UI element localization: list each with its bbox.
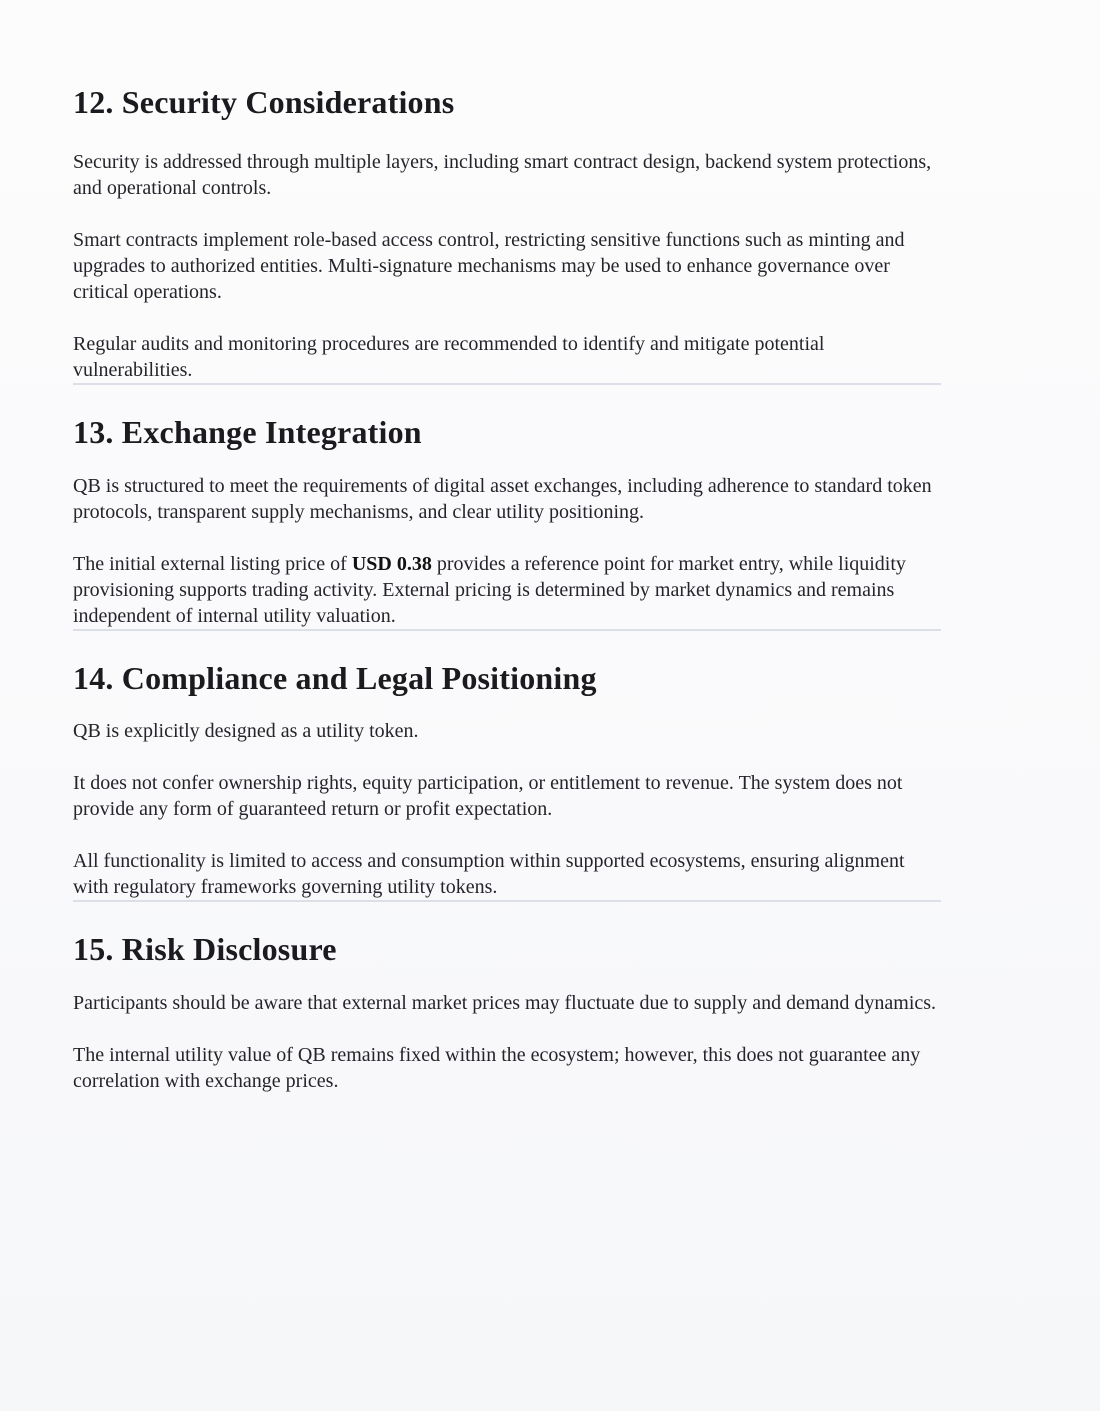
section-security-considerations: [73, 83, 943, 383]
section-heading: 13. Exchange Integration: [73, 414, 422, 451]
paragraph: Participants should be aware that external market prices may fluctuate due to supply and demand dynamics.: [73, 991, 937, 1014]
paragraph: Regular audits and monitoring procedures are recommended to identify and mitigate potential vulnerabilities.: [73, 333, 825, 382]
section-heading: 12. Security Considerations: [73, 84, 455, 120]
paragraph: The internal utility value of QB remains fixed within the ecosystem; however, this does not guarantee any correlation with exchange prices.: [73, 1043, 921, 1092]
section-divider: [73, 629, 941, 631]
paragraph: All functionality is limited to access and consumption within supported ecosystems, ensuring alignment with regulatory frameworks governing utility tokens.: [73, 850, 905, 899]
listing-price-text-before: The initial external listing price of: [73, 552, 352, 575]
page-content: [73, 70, 943, 1094]
listing-price-text-after: provides a reference point for market entry, while liquidity provisioning supports trading activity. External pricing is determined by market dynamics and remains independent of internal utility valuation.: [73, 552, 906, 627]
section-divider: [73, 383, 941, 385]
paragraph: Smart contracts implement role-based access control, restricting sensitive functions such as minting and upgrades to authorized entities. Multi-signature mechanisms may be used to enhance governance over critical operations.: [73, 229, 905, 304]
paragraph: Security is addressed through multiple layers, including smart contract design, backend system protections, and operational controls.: [73, 151, 932, 200]
paragraph: It does not confer ownership rights, equity participation, or entitlement to revenue. The system does not provide any form of guaranteed return or profit expectation.: [73, 772, 903, 821]
section-exchange-integration: [73, 413, 943, 628]
paragraph: QB is structured to meet the requirements of digital asset exchanges, including adherence to standard token protocols, transparent supply mechanisms, and clear utility positioning.: [73, 474, 932, 523]
listing-price-value: USD 0.38: [351, 552, 432, 575]
listing-price-paragraph: [73, 551, 943, 629]
section-compliance-legal: [73, 659, 943, 900]
section-heading: 15. Risk Disclosure: [73, 931, 337, 968]
section-divider: [73, 900, 941, 902]
section-heading: 14. Compliance and Legal Positioning: [73, 659, 597, 696]
paragraph: QB is explicitly designed as a utility token.: [73, 720, 419, 743]
section-risk-disclosure: [73, 930, 943, 1093]
